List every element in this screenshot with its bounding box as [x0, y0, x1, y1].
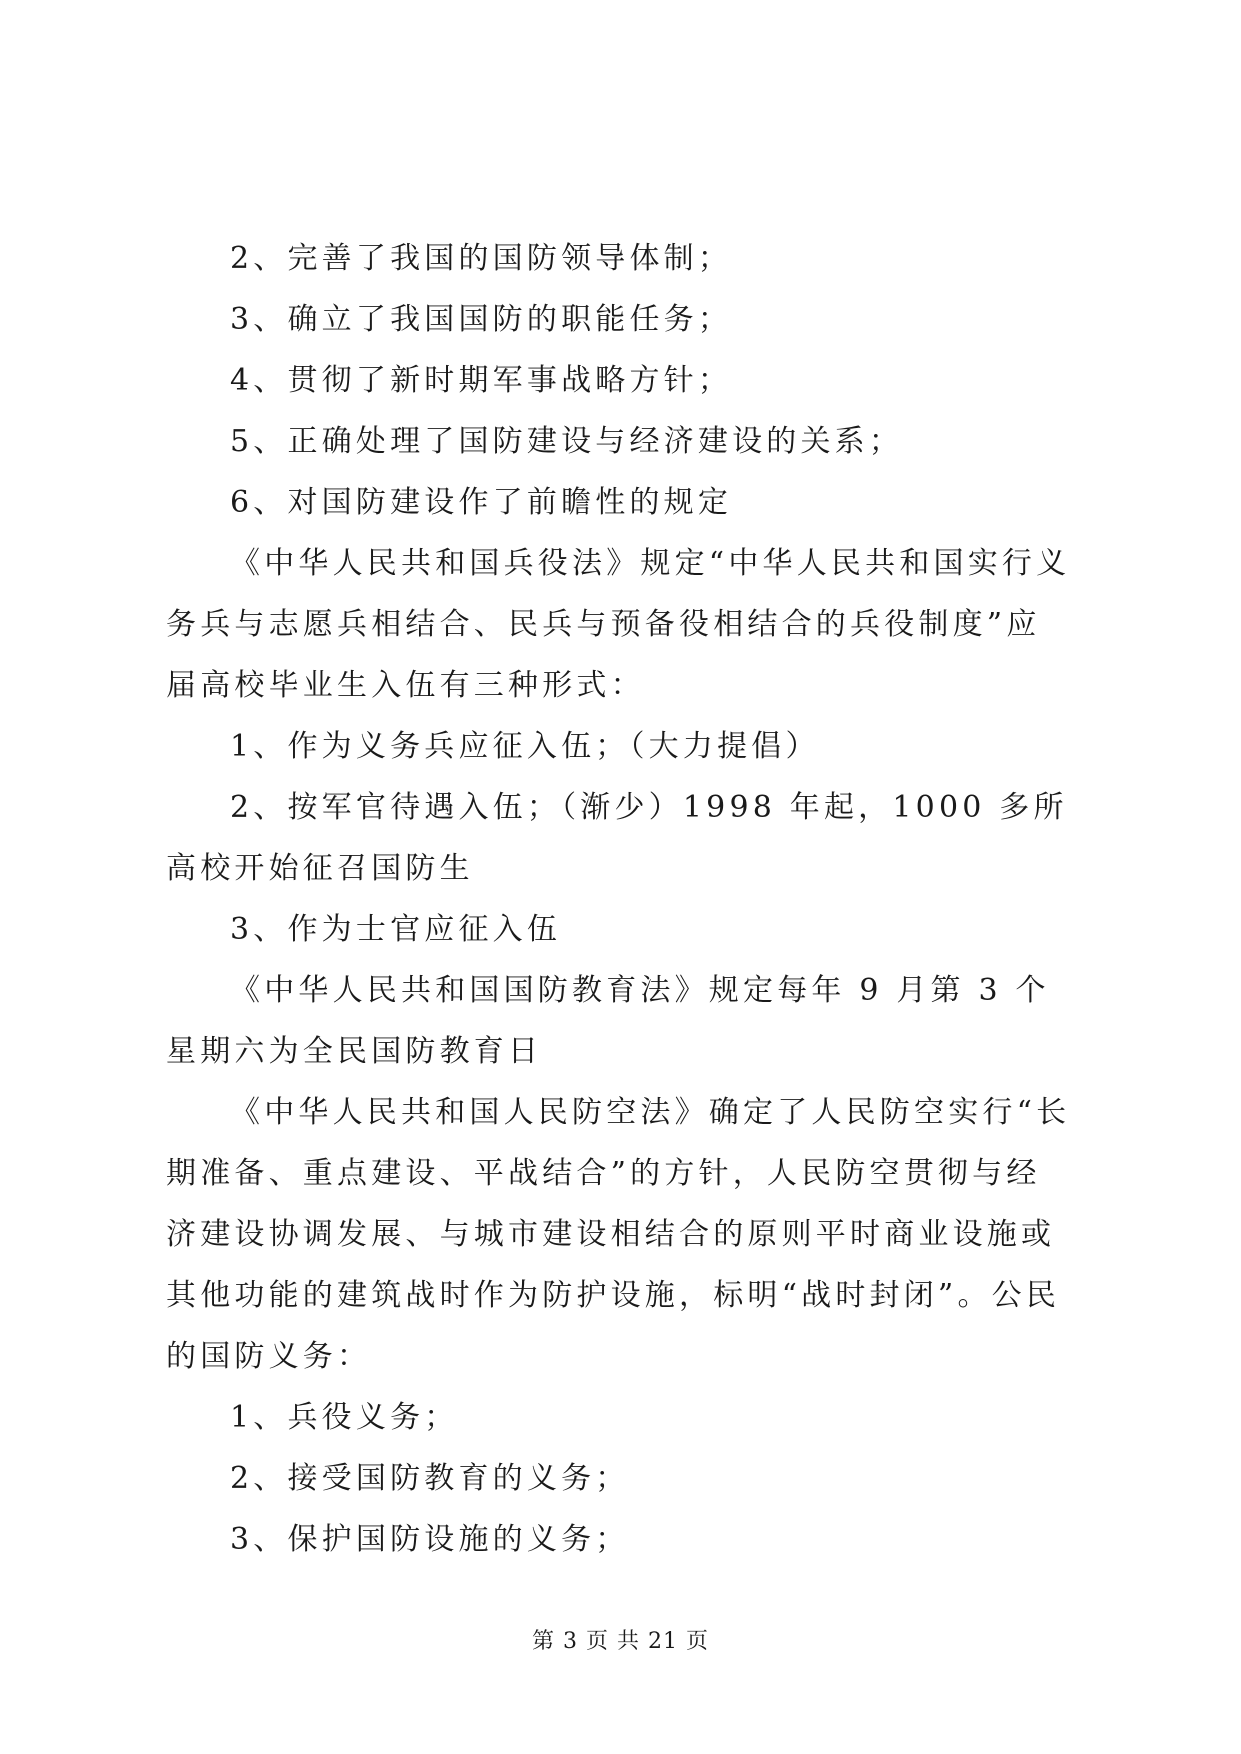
paragraph: 《中华人民共和国兵役法》规定“中华人民共和国实行义务兵与志愿兵相结合、民兵与预备役相结合的兵役制度”应届高校毕业生入伍有三种形式： [166, 546, 1071, 703]
paragraph: 1、作为义务兵应征入伍；（大力提倡） [230, 729, 820, 764]
paragraph: 5、正确处理了国防建设与经济建设的关系； [230, 424, 904, 459]
paragraph: 3、保护国防设施的义务； [230, 1522, 630, 1557]
paragraph: 3、确立了我国国防的职能任务； [230, 302, 733, 337]
paragraph: 4、贯彻了新时期军事战略方针； [230, 363, 733, 398]
paragraph: 《中华人民共和国国防教育法》规定每年 9 月第 3 个星期六为全民国防教育日 [166, 973, 1050, 1069]
paragraph: 2、按军官待遇入伍；（渐少）1998 年起，1000 多所高校开始征召国防生 [166, 790, 1068, 886]
page-number-footer: 第 3 页 共 21 页 [532, 1629, 709, 1654]
paragraph: 2、接受国防教育的义务； [230, 1461, 630, 1496]
paragraph: 3、作为士官应征入伍 [230, 912, 562, 947]
paragraph: 6、对国防建设作了前瞻性的规定 [230, 485, 733, 520]
paragraph: 1、兵役义务； [230, 1400, 459, 1435]
document-body [166, 228, 1074, 1570]
paragraph: 2、完善了我国的国防领导体制； [230, 241, 733, 276]
paragraph: 《中华人民共和国人民防空法》确定了人民防空实行“长期准备、重点建设、平战结合”的方针，人民防空贯彻与经济建设协调发展、与城市建设相结合的原则平时商业设施或其他功能的建筑战时作为防护设施，标明“战时封闭”。公民的国防义务： [166, 1095, 1071, 1374]
